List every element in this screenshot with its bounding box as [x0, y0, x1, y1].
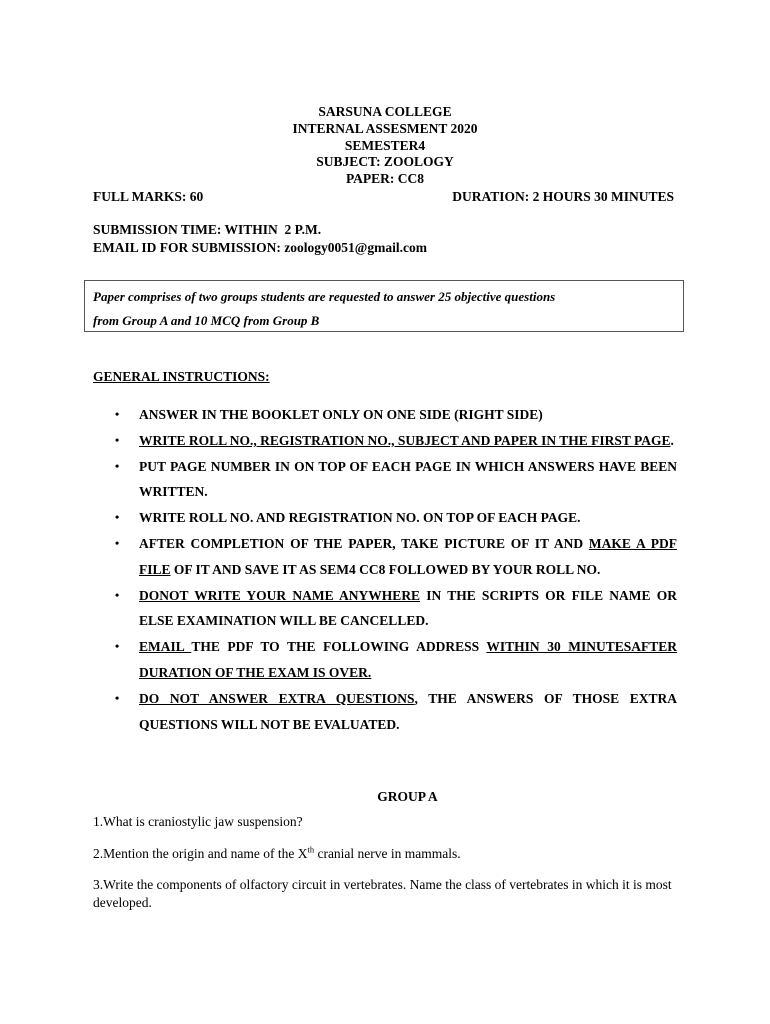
instruction-text: AFTER COMPLETION OF THE PAPER, TAKE PICTURE OF IT AND — [139, 535, 589, 551]
question-3: 3.Write the components of olfactory circuit in vertebrates. Name the class of vertebrates in which it is most developed. — [93, 877, 672, 910]
instruction-text: ANSWER IN THE BOOKLET ONLY ON ONE SIDE (RIGHT SIDE) — [139, 407, 543, 422]
bullet-icon: • — [115, 535, 120, 550]
exam-name: INTERNAL ASSESMENT 2020 — [292, 120, 478, 136]
instruction-text: WRITE ROLL NO. AND REGISTRATION NO. ON TOP OF EACH PAGE. — [139, 510, 581, 526]
instruction-text: PUT PAGE NUMBER IN ON TOP OF EACH PAGE IN WHICH ANSWERS HAVE BEEN WRITTEN. — [139, 458, 677, 500]
bullet-icon: • — [115, 407, 120, 421]
note-line-1: Paper comprises of two groups students are requested to answer 25 objective questions — [93, 289, 556, 304]
list-item — [93, 634, 677, 686]
semester: SEMESTER4 — [344, 137, 426, 153]
full-marks: FULL MARKS: 60 — [93, 189, 204, 204]
marks-row — [93, 189, 674, 205]
bullet-icon: • — [115, 639, 120, 654]
subject: SUBJECT: ZOOLOGY — [316, 154, 454, 170]
submission-email: EMAIL ID FOR SUBMISSION: zoology0051@gmail.com — [93, 240, 427, 255]
list-item — [93, 531, 677, 583]
instruction-text-underlined: DO NOT ANSWER EXTRA QUESTIONS — [139, 690, 415, 706]
list-item — [93, 505, 677, 531]
bullet-icon: • — [115, 690, 120, 705]
group-a-title: GROUP A — [377, 789, 438, 804]
list-item — [93, 454, 677, 506]
note-line-2: from Group A and 10 MCQ from Group B — [93, 313, 320, 328]
bullet-icon: • — [115, 432, 120, 447]
paper-note-box — [84, 280, 684, 332]
instructions-title: GENERAL INSTRUCTIONS: — [93, 369, 270, 384]
question-1: 1.What is craniostylic jaw suspension? — [93, 814, 303, 829]
question-2-text-end: cranial nerve in mammals. — [314, 846, 461, 861]
paper: PAPER: CC8 — [345, 171, 425, 187]
list-item — [93, 686, 677, 738]
instruction-text: OF IT AND SAVE IT AS SEM4 CC8 FOLLOWED BY YOUR ROLL NO. — [170, 561, 601, 577]
question-2 — [93, 845, 683, 863]
question-2-superscript: th — [307, 844, 315, 855]
instruction-text: , THE ANSWERS OF THOSE EXTRA QUESTIONS WILL NOT BE EVALUATED. — [139, 690, 677, 732]
instructions-list — [93, 402, 677, 737]
submission-info — [93, 221, 427, 257]
instruction-text: IN THE SCRIPTS OR FILE NAME OR ELSE EXAMINATION WILL BE CANCELLED. — [139, 587, 677, 629]
college-name: SARSUNA COLLEGE — [318, 104, 452, 119]
bullet-icon: • — [115, 587, 120, 602]
list-item — [93, 402, 677, 428]
instruction-text-underlined: EMAIL — [139, 639, 192, 655]
instruction-text-underlined: MAKE A PDF FILE — [139, 535, 678, 577]
question-2-text: 2.Mention the origin and name of the X — [93, 846, 308, 861]
exam-header — [0, 104, 770, 188]
duration: DURATION: 2 HOURS 30 MINUTES — [452, 189, 674, 204]
list-item — [93, 583, 677, 635]
submission-time: SUBMISSION TIME: WITHIN 2 P.M. — [93, 222, 322, 237]
instruction-text-underlined: DONOT WRITE YOUR NAME ANYWHERE — [139, 587, 421, 603]
list-item — [93, 428, 677, 454]
bullet-icon: • — [115, 510, 120, 525]
bullet-icon: • — [115, 458, 120, 473]
instruction-text-underlined: WRITE ROLL NO., REGISTRATION NO., SUBJECT AND PAPER IN THE FIRST PAGE — [139, 432, 671, 448]
instruction-text-underlined: WITHIN 30 MINUTESAFTER DURATION OF THE EXAM IS OVER. — [139, 639, 678, 680]
instruction-text: THE PDF TO THE FOLLOWING ADDRESS — [191, 639, 487, 655]
instruction-text: . — [670, 432, 674, 448]
